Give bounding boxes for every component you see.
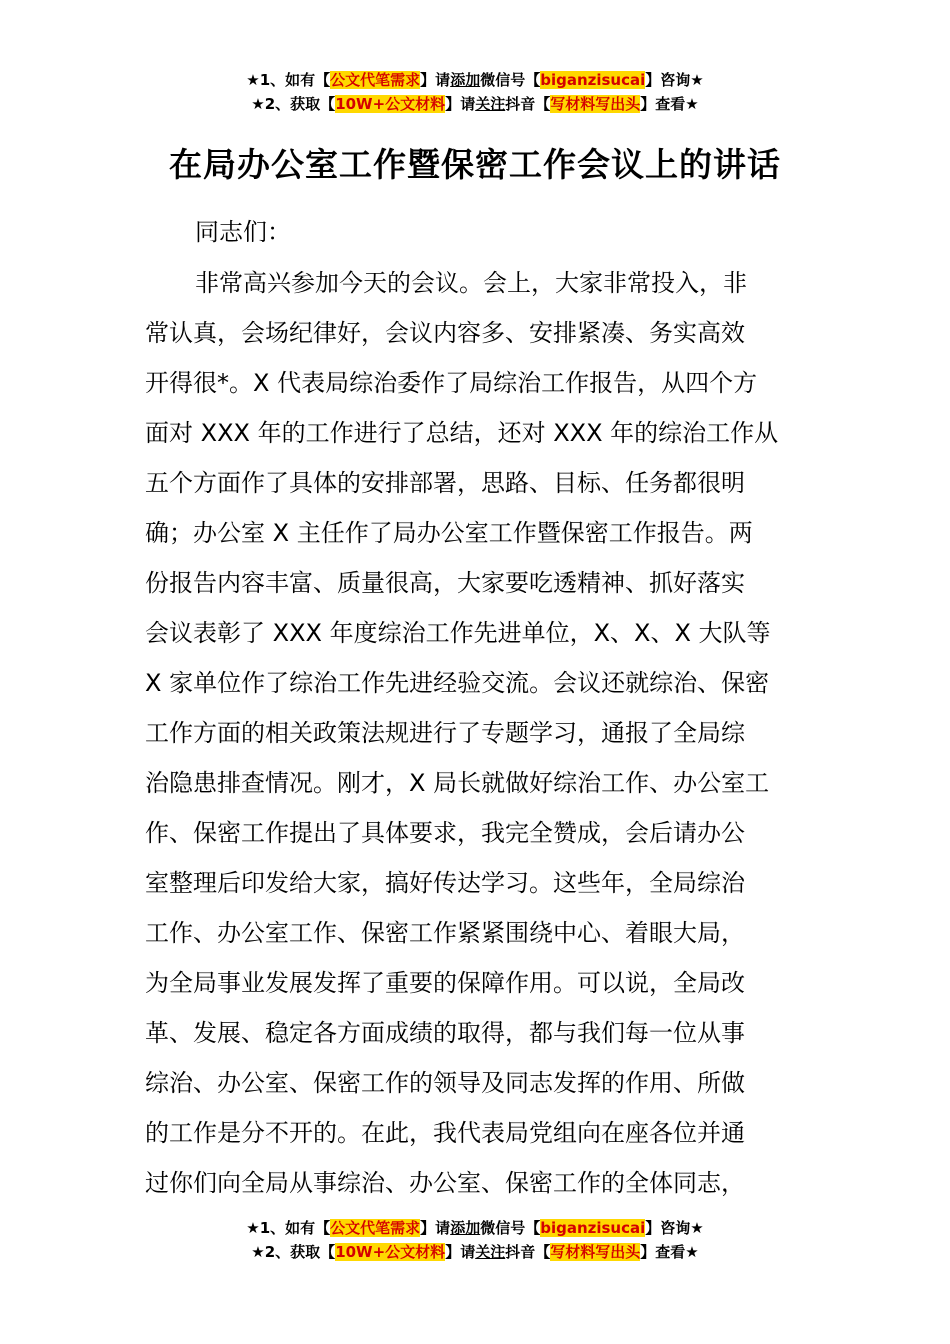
- banner-line-1: [0, 68, 950, 92]
- banner-emphasis: 添加: [450, 71, 481, 89]
- body-line: 过你们向全局从事综治、办公室、保密工作的全体同志，: [145, 1169, 745, 1197]
- body-line: 五个方面作了具体的安排部署，思路、目标、任务都很明: [145, 469, 745, 497]
- banner-text: 】请: [445, 1243, 476, 1261]
- body-line: 室整理后印发给大家，搞好传达学习。这些年，全局综治: [145, 869, 745, 897]
- body-line: 革、发展、稳定各方面成绩的取得，都与我们每一位从事: [145, 1019, 745, 1047]
- greeting: 同志们：: [195, 218, 291, 246]
- body-line: 面对 XXX 年的工作进行了总结，还对 XXX 年的综治工作从: [145, 419, 779, 447]
- body-line: 工作、办公室工作、保密工作紧紧围绕中心、着眼大局，: [145, 919, 745, 947]
- banner-highlight: 10W+公文材料: [335, 95, 446, 113]
- banner-text: 】咨询★: [645, 1219, 704, 1237]
- banner-highlight: 公文代笔需求: [330, 71, 421, 89]
- document-title: 在局办公室工作暨保密工作会议上的讲话: [169, 145, 781, 184]
- body-line: X 家单位作了综治工作先进经验交流。会议还就综治、保密: [145, 669, 770, 697]
- body-line: 的工作是分不开的。在此，我代表局党组向在座各位并通: [145, 1119, 745, 1147]
- document-body: [145, 258, 807, 1208]
- body-line: 开得很*。X 代表局综治委作了局综治工作报告，从四个方: [145, 369, 758, 397]
- banner-highlight: biganzisucai: [540, 1219, 646, 1237]
- banner-line-1: [0, 1216, 950, 1240]
- banner-text: 抖音【: [505, 1243, 551, 1261]
- banner-line-2: [0, 1240, 950, 1264]
- body-line: 综治、办公室、保密工作的领导及同志发挥的作用、所做: [145, 1069, 745, 1097]
- banner-emphasis: 关注: [475, 1243, 506, 1261]
- banner-text: 】查看★: [640, 1243, 699, 1261]
- banner-highlight: biganzisucai: [540, 71, 646, 89]
- body-line: 会议表彰了 XXX 年度综治工作先进单位，X、X、X 大队等: [145, 619, 771, 647]
- banner-text: 】查看★: [640, 95, 699, 113]
- body-line: 非常高兴参加今天的会议。会上，大家非常投入，非: [195, 269, 747, 297]
- body-line: 工作方面的相关政策法规进行了专题学习，通报了全局综: [145, 719, 745, 747]
- banner-text: 】请: [420, 1219, 451, 1237]
- header-banner: [0, 68, 950, 116]
- body-line: 治隐患排查情况。刚才，X 局长就做好综治工作、办公室工: [145, 769, 770, 797]
- banner-highlight: 公文代笔需求: [330, 1219, 421, 1237]
- banner-text: 微信号【: [480, 71, 541, 89]
- body-line: 份报告内容丰富、质量很高，大家要吃透精神、抓好落实: [145, 569, 745, 597]
- banner-text: ★1、如有【: [246, 71, 331, 89]
- footer-banner: [0, 1216, 950, 1264]
- body-line: 作、保密工作提出了具体要求，我完全赞成，会后请办公: [145, 819, 745, 847]
- banner-line-2: [0, 92, 950, 116]
- banner-text: 】请: [420, 71, 451, 89]
- body-line: 为全局事业发展发挥了重要的保障作用。可以说，全局改: [145, 969, 745, 997]
- body-line: 确；办公室 X 主任作了局办公室工作暨保密工作报告。两: [145, 519, 753, 547]
- banner-emphasis: 添加: [450, 1219, 481, 1237]
- banner-text: ★1、如有【: [246, 1219, 331, 1237]
- body-line: 常认真，会场纪律好，会议内容多、安排紧凑、务实高效: [145, 319, 745, 347]
- banner-text: 】请: [445, 95, 476, 113]
- banner-text: 抖音【: [505, 95, 551, 113]
- banner-text: 微信号【: [480, 1219, 541, 1237]
- banner-highlight: 写材料写出头: [550, 1243, 641, 1261]
- banner-text: 】咨询★: [645, 71, 704, 89]
- banner-text: ★2、获取【: [251, 95, 336, 113]
- banner-emphasis: 关注: [475, 95, 506, 113]
- banner-text: ★2、获取【: [251, 1243, 336, 1261]
- banner-highlight: 写材料写出头: [550, 95, 641, 113]
- banner-highlight: 10W+公文材料: [335, 1243, 446, 1261]
